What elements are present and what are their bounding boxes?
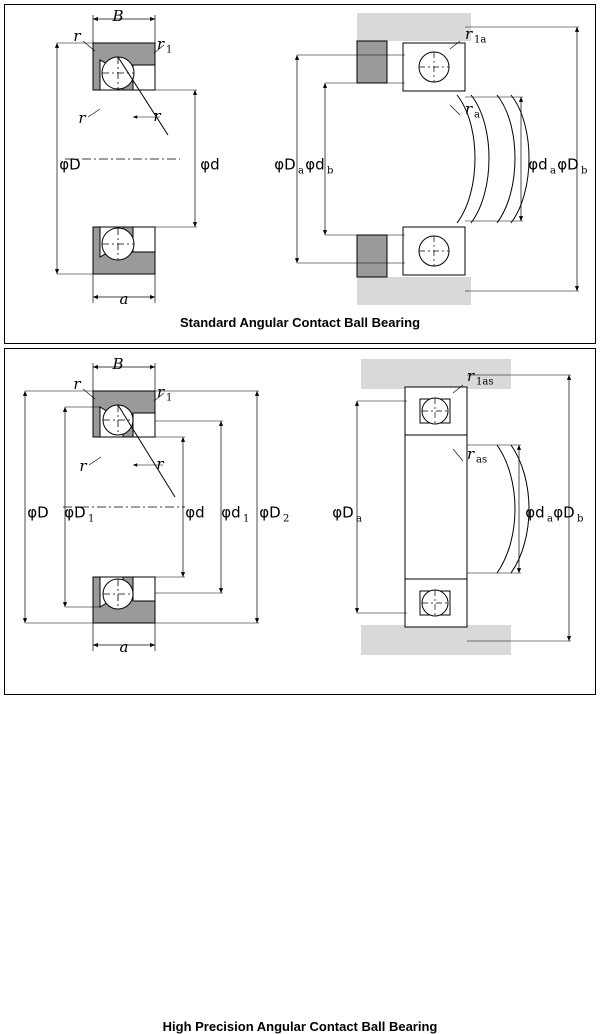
svg-text:φd: φd bbox=[525, 503, 545, 522]
svg-text:a: a bbox=[298, 165, 304, 177]
label-phiD: φD bbox=[59, 155, 81, 174]
label-phiDb bbox=[557, 156, 587, 177]
label-r1-topright bbox=[157, 35, 172, 56]
panel-high-precision-bearing bbox=[4, 348, 596, 1034]
label-r-midleft: r bbox=[78, 109, 86, 127]
standard-bearing-figures bbox=[5, 5, 595, 343]
svg-text:1: 1 bbox=[166, 392, 173, 404]
label-phiDa bbox=[274, 156, 304, 177]
svg-text:r: r bbox=[465, 100, 473, 118]
label-phid1-hp bbox=[221, 504, 249, 525]
label-B-top: B bbox=[112, 7, 124, 25]
svg-text:φD: φD bbox=[259, 503, 281, 522]
label-phiDb-hp bbox=[553, 504, 583, 525]
left-bearing-cross-section bbox=[57, 7, 220, 308]
svg-text:as: as bbox=[476, 454, 488, 466]
label-r-topleft-hp: r bbox=[73, 375, 81, 393]
svg-text:1: 1 bbox=[88, 513, 95, 525]
svg-text:φd: φd bbox=[528, 155, 548, 174]
label-phid: φd bbox=[200, 155, 220, 174]
label-phida-hp bbox=[525, 504, 553, 525]
svg-text:1: 1 bbox=[166, 44, 173, 56]
label-phidb bbox=[305, 156, 333, 177]
svg-text:φd: φd bbox=[305, 155, 325, 174]
label-a-bottom-hp: a bbox=[119, 638, 129, 656]
svg-text:φD: φD bbox=[553, 503, 575, 522]
right-mounting-diagram bbox=[274, 13, 587, 305]
high-precision-bearing-figures bbox=[5, 349, 595, 694]
svg-text:a: a bbox=[550, 165, 556, 177]
svg-text:1as: 1as bbox=[476, 376, 494, 388]
label-r-midright: r bbox=[153, 107, 161, 125]
svg-text:b: b bbox=[581, 165, 588, 177]
label-r1-topright-hp bbox=[157, 383, 172, 404]
svg-text:a: a bbox=[547, 513, 553, 525]
svg-text:b: b bbox=[577, 513, 584, 525]
svg-text:r: r bbox=[467, 445, 475, 463]
svg-text:r: r bbox=[157, 35, 165, 53]
svg-text:r: r bbox=[467, 367, 475, 385]
svg-text:1a: 1a bbox=[474, 34, 487, 46]
caption-high-precision-bearing: High Precision Angular Contact Ball Bearing bbox=[162, 1019, 438, 1034]
label-B-top-hp: B bbox=[112, 355, 124, 373]
caption-standard-bearing: Standard Angular Contact Ball Bearing bbox=[179, 315, 421, 330]
svg-text:φd: φd bbox=[221, 503, 241, 522]
label-r-topleft: r bbox=[73, 27, 81, 45]
svg-text:φD: φD bbox=[332, 503, 354, 522]
svg-text:φD: φD bbox=[557, 155, 579, 174]
svg-text:a: a bbox=[474, 109, 480, 121]
svg-text:a: a bbox=[356, 513, 362, 525]
svg-text:b: b bbox=[327, 165, 334, 177]
svg-text:1: 1 bbox=[243, 513, 250, 525]
label-a-bottom: a bbox=[119, 290, 129, 308]
svg-text:2: 2 bbox=[283, 513, 290, 525]
svg-text:r: r bbox=[157, 383, 165, 401]
label-r-midright-hp: r bbox=[156, 455, 164, 473]
panel-standard-bearing bbox=[4, 4, 596, 344]
label-phida bbox=[528, 156, 556, 177]
label-phiD1-hp bbox=[64, 504, 94, 525]
right-mounting-diagram-hp bbox=[332, 359, 583, 655]
svg-text:r: r bbox=[465, 25, 473, 43]
label-phiD-hp: φD bbox=[27, 503, 49, 522]
label-r-midleft-hp: r bbox=[79, 457, 87, 475]
label-phiD2-hp bbox=[259, 504, 289, 525]
label-phiDa-hp bbox=[332, 504, 362, 525]
label-phid-hp: φd bbox=[185, 503, 205, 522]
label-ras bbox=[467, 445, 487, 466]
svg-text:φD: φD bbox=[64, 503, 86, 522]
left-bearing-cross-section-hp bbox=[25, 355, 289, 656]
svg-text:φD: φD bbox=[274, 155, 296, 174]
